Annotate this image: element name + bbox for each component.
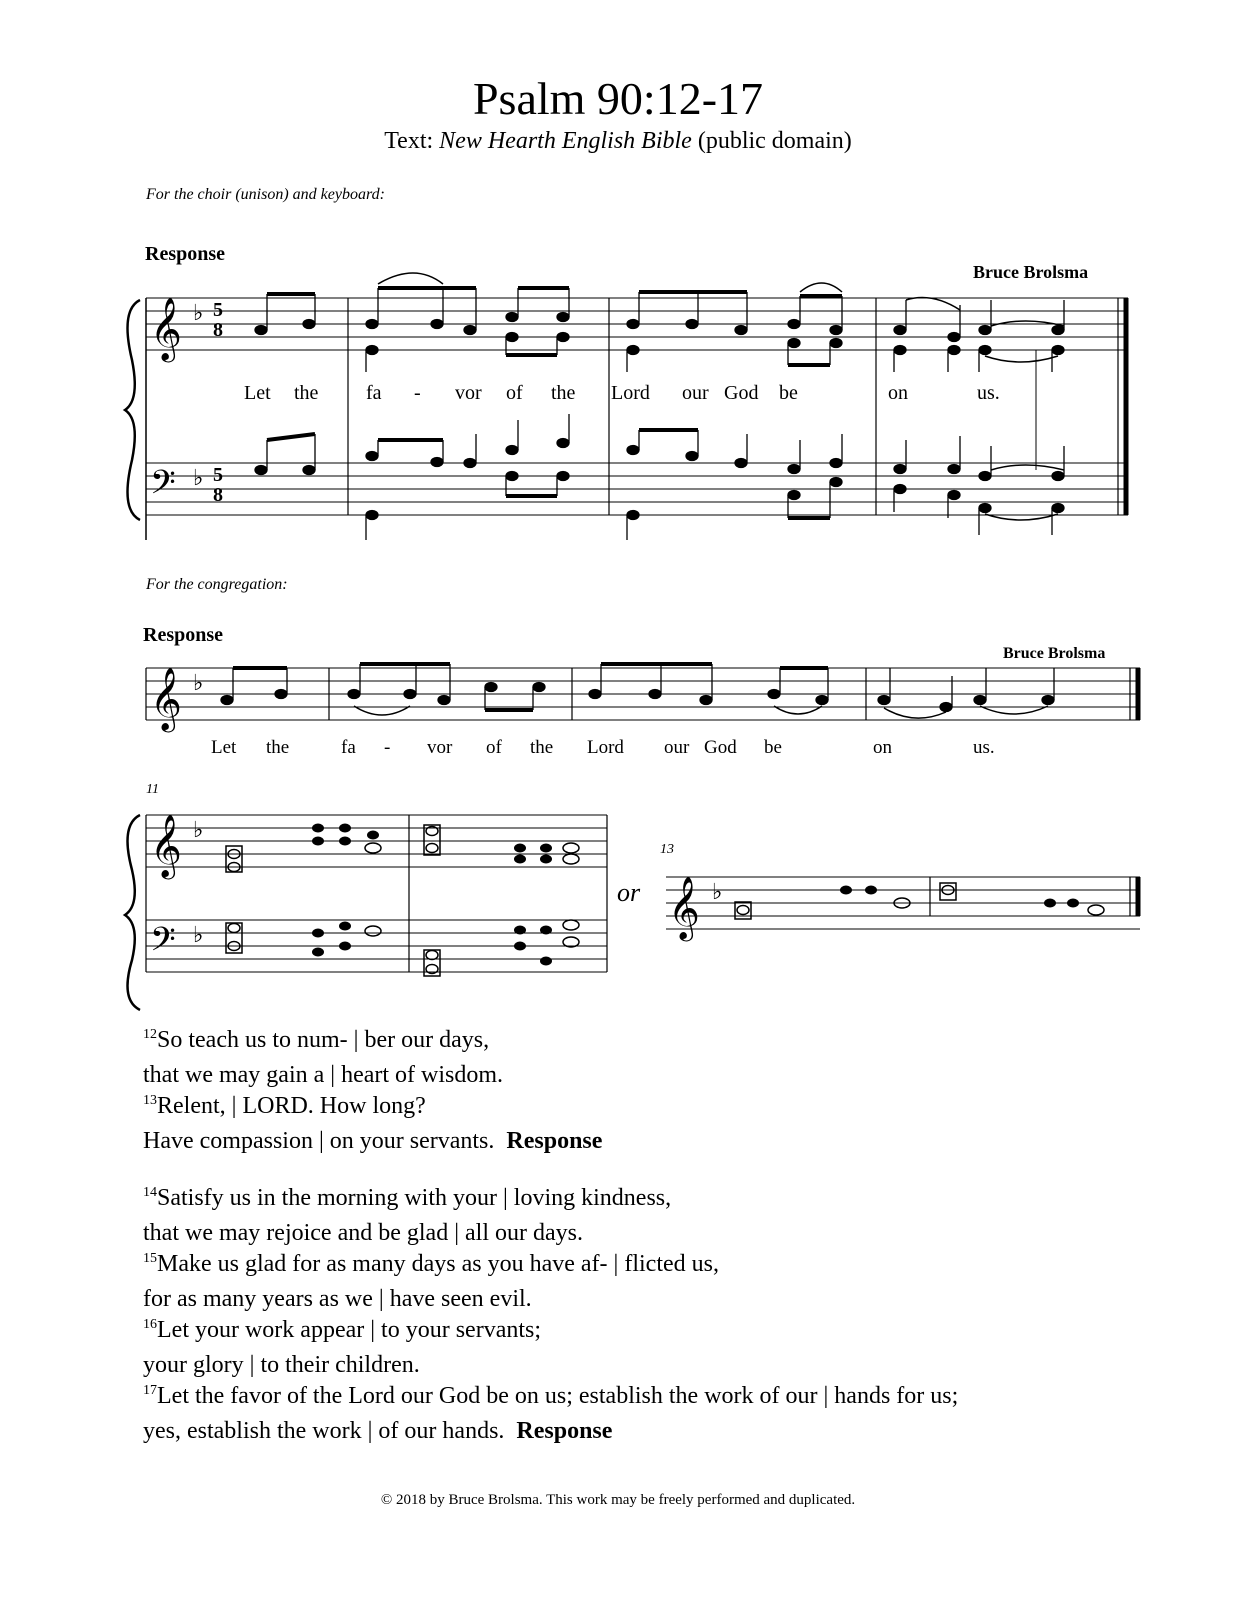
svg-text:♭: ♭ bbox=[193, 923, 204, 948]
measure-number-11: 11 bbox=[146, 782, 159, 797]
subtitle-source: New Hearth English Bible bbox=[439, 128, 692, 154]
or-label: or bbox=[617, 878, 641, 907]
congregation-lyric-11: be bbox=[764, 737, 782, 758]
subtitle-prefix: Text: bbox=[384, 128, 440, 154]
congregation-lyric-5: vor bbox=[427, 737, 453, 758]
choir-lyric-13: us. bbox=[977, 382, 1000, 404]
choir-lyric-8: Lord bbox=[611, 382, 650, 404]
svg-text:𝄞: 𝄞 bbox=[150, 667, 182, 730]
svg-text:♭: ♭ bbox=[193, 466, 204, 491]
choir-composer: Bruce Brolsma bbox=[973, 262, 1089, 282]
verse-line bbox=[143, 1416, 958, 1448]
congregation-lyric-2: the bbox=[266, 737, 290, 758]
verse-block-1 bbox=[143, 1025, 602, 1157]
svg-text:♭: ♭ bbox=[193, 818, 204, 843]
verse-text: yes, establish the work | of our hands. bbox=[143, 1417, 505, 1444]
subtitle-suffix: (public domain) bbox=[691, 128, 852, 154]
choir-lyric-10: God bbox=[724, 382, 759, 404]
response-cue: Response bbox=[506, 1127, 603, 1154]
congregation-lyric-9: our bbox=[664, 737, 690, 758]
svg-text:5: 5 bbox=[213, 299, 223, 321]
congregation-lyric-8: Lord bbox=[587, 737, 624, 758]
choir-lyric-5: vor bbox=[455, 382, 482, 404]
verse-text: your glory | to their children. bbox=[143, 1351, 420, 1378]
svg-text:𝄞: 𝄞 bbox=[668, 876, 700, 939]
svg-text:𝄞: 𝄞 bbox=[150, 297, 182, 360]
verse-line bbox=[143, 1284, 958, 1316]
congregation-lyric-13: us. bbox=[973, 737, 995, 758]
response-cue: Response bbox=[516, 1417, 613, 1444]
verse-text: that we may gain a | heart of wisdom. bbox=[143, 1061, 504, 1088]
svg-text:8: 8 bbox=[213, 319, 223, 341]
congregation-lyric-3: fa bbox=[341, 737, 356, 758]
verse-text: Let the favor of the Lord our God be on us; establish the work of our | hands for us; bbox=[157, 1383, 959, 1409]
verse-number: 12 bbox=[143, 1027, 157, 1042]
verse-number: 14 bbox=[143, 1185, 157, 1200]
choir-lyric-7: the bbox=[551, 382, 576, 404]
congregation-lyric-12: on bbox=[873, 737, 892, 758]
verse-line bbox=[143, 1126, 602, 1158]
svg-text:𝄢: 𝄢 bbox=[150, 921, 176, 967]
measure-number-13: 13 bbox=[660, 842, 674, 857]
svg-text:♭: ♭ bbox=[193, 671, 204, 696]
verse-line bbox=[143, 1350, 958, 1382]
svg-text:♭: ♭ bbox=[712, 880, 723, 905]
choir-lyric-11: be bbox=[779, 382, 798, 404]
congregation-lyric-4: - bbox=[384, 737, 391, 758]
verse-line bbox=[143, 1315, 958, 1350]
congregation-lyric-1: Let bbox=[211, 737, 237, 758]
verse-number: 17 bbox=[143, 1383, 157, 1398]
congregation-response-label: Response bbox=[143, 624, 224, 646]
verse-number: 13 bbox=[143, 1093, 157, 1108]
congregation-composer: Bruce Brolsma bbox=[1003, 645, 1106, 662]
choir-lyric-2: the bbox=[294, 382, 319, 404]
verse-line bbox=[143, 1381, 958, 1416]
congregation-lyric-6: of bbox=[486, 737, 502, 758]
choir-lyric-1: Let bbox=[244, 382, 271, 404]
verse-line bbox=[143, 1025, 602, 1060]
congregation-instruction: For the congregation: bbox=[146, 576, 288, 593]
choir-lyric-4: - bbox=[414, 382, 421, 404]
verse-line bbox=[143, 1249, 958, 1284]
verse-number: 16 bbox=[143, 1317, 157, 1332]
verse-line bbox=[143, 1091, 602, 1126]
choir-lyric-9: our bbox=[682, 382, 709, 404]
verse-line bbox=[143, 1183, 958, 1218]
verse-text: for as many years as we | have seen evil. bbox=[143, 1285, 532, 1312]
choir-lyric-6: of bbox=[506, 382, 523, 404]
verse-line bbox=[143, 1218, 958, 1250]
choir-response-label: Response bbox=[145, 243, 226, 265]
page-title: Psalm 90:12-17 bbox=[472, 73, 764, 124]
svg-text:8: 8 bbox=[213, 484, 223, 506]
verse-text: Have compassion | on your servants. bbox=[143, 1127, 495, 1154]
svg-text:5: 5 bbox=[213, 464, 223, 486]
congregation-lyric-7: the bbox=[530, 737, 554, 758]
copyright-footer: © 2018 by Bruce Brolsma. This work may be freely performed and duplicated. bbox=[380, 1492, 856, 1508]
verse-line bbox=[143, 1060, 602, 1092]
svg-text:𝄢: 𝄢 bbox=[150, 464, 176, 510]
choir-instruction: For the choir (unison) and keyboard: bbox=[146, 186, 385, 203]
congregation-lyric-10: God bbox=[704, 737, 737, 758]
choir-lyric-12: on bbox=[888, 382, 908, 404]
verse-text: that we may rejoice and be glad | all our days. bbox=[143, 1219, 583, 1246]
verse-text: Relent, | LORD. How long? bbox=[157, 1093, 426, 1119]
choir-lyric-3: fa bbox=[366, 382, 382, 404]
verse-text: Satisfy us in the morning with your | loving kindness, bbox=[157, 1185, 672, 1211]
verse-block-2 bbox=[143, 1183, 958, 1447]
verse-number: 15 bbox=[143, 1251, 157, 1266]
verse-text: Make us glad for as many days as you have af- | flicted us, bbox=[157, 1251, 719, 1277]
verse-text: Let your work appear | to your servants; bbox=[157, 1317, 542, 1343]
verse-text: So teach us to num- | ber our days, bbox=[157, 1027, 490, 1053]
svg-text:♭: ♭ bbox=[193, 301, 204, 326]
svg-text:𝄞: 𝄞 bbox=[150, 814, 182, 877]
